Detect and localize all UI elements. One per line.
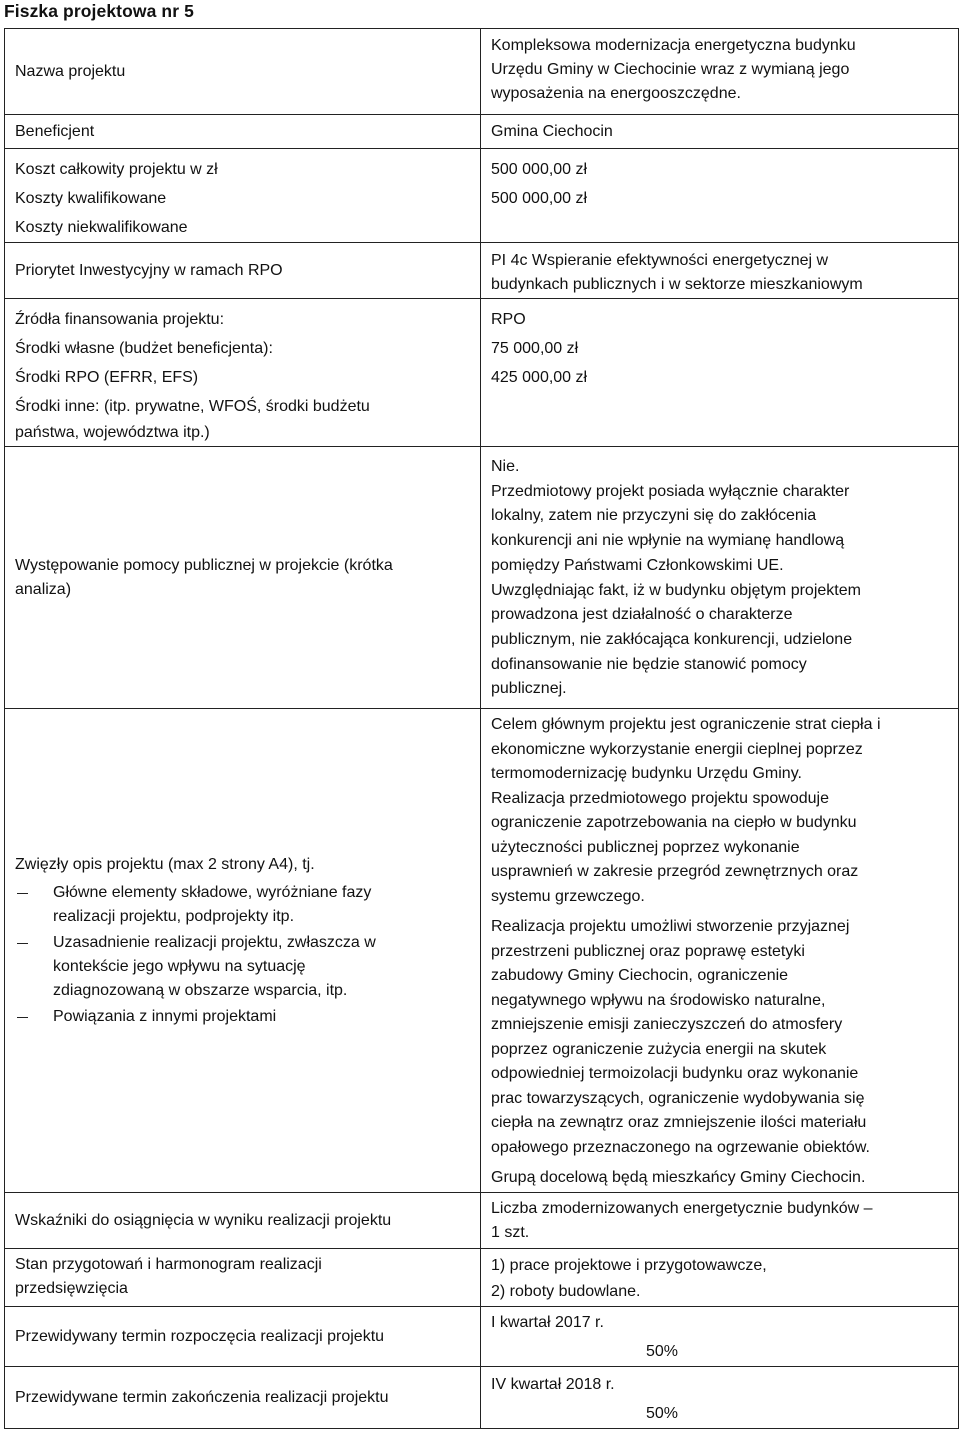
row-termin-rozpoczecia — [5, 1307, 959, 1367]
page-title: Fiszka projektowa nr 5 — [4, 1, 194, 21]
project-sheet-table — [4, 28, 959, 1429]
text-line: zmniejszenie emisji zanieczyszczeń do atmosfery — [491, 1016, 843, 1033]
koszt-calkowity-label: Koszt całkowity projektu w zł — [15, 161, 218, 178]
label-cell — [5, 447, 481, 709]
row-wskazniki — [5, 1193, 959, 1249]
pomoc-line: Przedmiotowy projekt posiada wyłącznie charakter — [491, 482, 850, 500]
text-line: zabudowy Gminy Ciechocin, ograniczenie — [491, 967, 789, 984]
stan-line: 2) roboty budowlane. — [491, 1283, 641, 1300]
bullet-line: Powiązania z innymi projektami — [53, 1008, 277, 1025]
koszty-kwalifikowane-value: 500 000,00 zł — [491, 190, 588, 207]
list-item — [15, 881, 470, 929]
bullet-line: Główne elementy składowe, wyróżniane fazy — [53, 884, 372, 901]
nazwa-projektu-line: Urzędu Gminy w Ciechocinie wraz z wymianą jego — [491, 61, 850, 78]
text-line: prac towarzyszących, ograniczenie wydobywania się — [491, 1089, 865, 1107]
text-line: Realizacja projektu umożliwi stworzenie przyjaznej — [491, 918, 850, 935]
text-line: systemu grzewczego. — [491, 887, 645, 905]
srodki-rpo-value: 425 000,00 zł — [491, 369, 588, 386]
termin-rozpoczecia-label: Przewidywany termin rozpoczęcia realizacji projektu — [15, 1327, 385, 1345]
value-cell — [481, 299, 959, 447]
value-cell — [481, 1193, 959, 1249]
text-line: usprawnień w zakresie przegród zewnętrznych oraz — [491, 863, 859, 880]
wskazniki-label: Wskaźniki do osiągnięcia w wyniku realizacji projektu — [15, 1211, 392, 1229]
value-cell — [481, 1307, 959, 1367]
srodki-wlasne-label: Środki własne (budżet beneficjenta): — [15, 340, 273, 357]
pomoc-line: publicznej. — [491, 680, 567, 698]
termin-zakonczenia-label: Przewidywane termin zakończenia realizacji projektu — [15, 1388, 389, 1406]
beneficjent-label: Beneficjent — [15, 123, 95, 140]
srodki-wlasne-value: 75 000,00 zł — [491, 340, 579, 357]
priorytet-line: PI 4c Wspieranie efektywności energetycznej w — [491, 252, 829, 269]
text-line: użyteczności publicznej poprzez wykonanie — [491, 838, 800, 856]
row-opis-projektu — [5, 709, 959, 1193]
nazwa-projektu-line: Kompleksowa modernizacja energetyczna budynku — [491, 37, 856, 54]
list-item — [15, 1005, 470, 1029]
stan-line: 1) prace projektowe i przygotowawcze, — [491, 1257, 767, 1274]
text-line: opałowego przeznaczonego na ogrzewanie obiektów. — [491, 1138, 870, 1156]
pomoc-line: dofinansowanie nie będzie stanowić pomocy — [491, 655, 807, 673]
text-line: termomodernizację budynku Urzędu Gminy. — [491, 765, 802, 782]
label-cell — [5, 115, 481, 149]
bullet-line: Uzasadnienie realizacji projektu, zwłaszcza w — [53, 934, 376, 951]
row-termin-zakonczenia — [5, 1367, 959, 1429]
text-line: ekonomiczne wykorzystanie energii cieplnej poprzez — [491, 740, 863, 758]
srodki-inne-label-cont: państwa, województwa itp.) — [15, 424, 210, 441]
row-pomoc-publiczna — [5, 447, 959, 709]
value-cell — [481, 1249, 959, 1307]
koszt-calkowity-value: 500 000,00 zł — [491, 161, 588, 178]
opis-label: Zwięzły opis projektu (max 2 strony A4), tj. — [15, 856, 315, 873]
label-cell — [5, 29, 481, 115]
termin-rozpoczecia-percent: 50% — [646, 1343, 679, 1360]
pomoc-line: prowadzona jest działalność o charakterze — [491, 606, 793, 624]
row-beneficjent — [5, 115, 959, 149]
bullet-line: zdiagnozowaną w obszarze wsparcia, itp. — [53, 982, 348, 999]
label-cell — [5, 1367, 481, 1429]
row-stan-przygotowan — [5, 1249, 959, 1307]
row-priorytet — [5, 243, 959, 299]
termin-zakonczenia-value: IV kwartał 2018 r. — [491, 1376, 615, 1393]
text-line: odpowiedniej termoizolacji budynku oraz wykonanie — [491, 1065, 859, 1082]
value-cell — [481, 149, 959, 243]
opis-bullet-list — [15, 881, 470, 1029]
text-line: ciepła na zewnątrz oraz zmniejszenie ilości materiału — [491, 1114, 867, 1131]
pomoc-label: analiza) — [15, 580, 72, 598]
label-cell — [5, 1249, 481, 1307]
list-item — [15, 931, 470, 1003]
beneficjent-value: Gmina Ciechocin — [491, 123, 613, 140]
value-cell — [481, 709, 959, 1193]
pomoc-line: Nie. — [491, 458, 520, 475]
opis-paragraph-2 — [491, 915, 948, 1160]
pomoc-label: Występowanie pomocy publicznej w projekcie (krótka — [15, 556, 393, 574]
text-line: negatywnego wpływu na środowisko naturalne, — [491, 991, 826, 1009]
value-cell — [481, 447, 959, 709]
wskazniki-line: Liczba zmodernizowanych energetycznie budynków – — [491, 1200, 873, 1217]
label-cell — [5, 149, 481, 243]
koszty-niekwalifikowane-label: Koszty niekwalifikowane — [15, 219, 188, 236]
value-cell — [481, 29, 959, 115]
row-zrodla-finansowania — [5, 299, 959, 447]
label-cell — [5, 1193, 481, 1249]
text-line: przestrzeni publicznej oraz poprawę estetyki — [491, 942, 805, 960]
label-cell — [5, 1307, 481, 1367]
termin-zakonczenia-percent: 50% — [646, 1405, 679, 1422]
nazwa-projektu-line: wyposażenia na energooszczędne. — [491, 85, 741, 102]
termin-rozpoczecia-value: I kwartał 2017 r. — [491, 1314, 604, 1331]
text-line: Realizacja przedmiotowego projektu spowoduje — [491, 789, 829, 807]
label-cell — [5, 299, 481, 447]
value-cell — [481, 1367, 959, 1429]
stan-label: przedsięwzięcia — [15, 1280, 128, 1297]
label-cell — [5, 709, 481, 1193]
zrodla-label: Źródła finansowania projektu: — [15, 311, 225, 328]
text-line: poprzez ograniczenie zużycia energii na skutek — [491, 1040, 827, 1058]
row-nazwa-projektu — [5, 29, 959, 115]
opis-paragraph-1 — [491, 713, 948, 909]
value-cell — [481, 243, 959, 299]
value-cell — [481, 115, 959, 149]
stan-label: Stan przygotowań i harmonogram realizacji — [15, 1256, 322, 1273]
nazwa-projektu-label: Nazwa projektu — [15, 62, 126, 80]
text-line: ograniczenie zapotrzebowania na ciepło w budynku — [491, 814, 857, 831]
pomoc-line: Uwzględniając fakt, iż w budynku objętym projektem — [491, 581, 861, 599]
bullet-line: kontekście jego wpływu na sytuację — [53, 958, 306, 975]
label-cell — [5, 243, 481, 299]
koszty-kwalifikowane-label: Koszty kwalifikowane — [15, 190, 167, 207]
wskazniki-line: 1 szt. — [491, 1224, 530, 1241]
pomoc-line: pomiędzy Państwami Członkowskimi UE. — [491, 556, 784, 574]
pomoc-line: konkurencji ani nie wpłynie na wymianę handlową — [491, 532, 845, 550]
pomoc-line: publicznym, nie zakłócająca konkurencji, udzielone — [491, 630, 853, 648]
opis-paragraph-3: Grupą docelową będą mieszkańcy Gminy Ciechocin. — [491, 1169, 866, 1186]
row-koszty — [5, 149, 959, 243]
text-line: Celem głównym projektu jest ograniczenie strat ciepła i — [491, 716, 881, 733]
priorytet-label: Priorytet Inwestycyjny w ramach RPO — [15, 261, 283, 279]
bullet-line: realizacji projektu, podprojekty itp. — [53, 908, 295, 925]
srodki-inne-label: Środki inne: (itp. prywatne, WFOŚ, środki budżetu — [15, 398, 370, 415]
zrodla-value: RPO — [491, 311, 526, 328]
priorytet-line: budynkach publicznych i w sektorze mieszkaniowym — [491, 276, 863, 293]
pomoc-line: lokalny, zatem nie przyczyni się do zakłócenia — [491, 507, 817, 525]
srodki-rpo-label: Środki RPO (EFRR, EFS) — [15, 369, 199, 386]
